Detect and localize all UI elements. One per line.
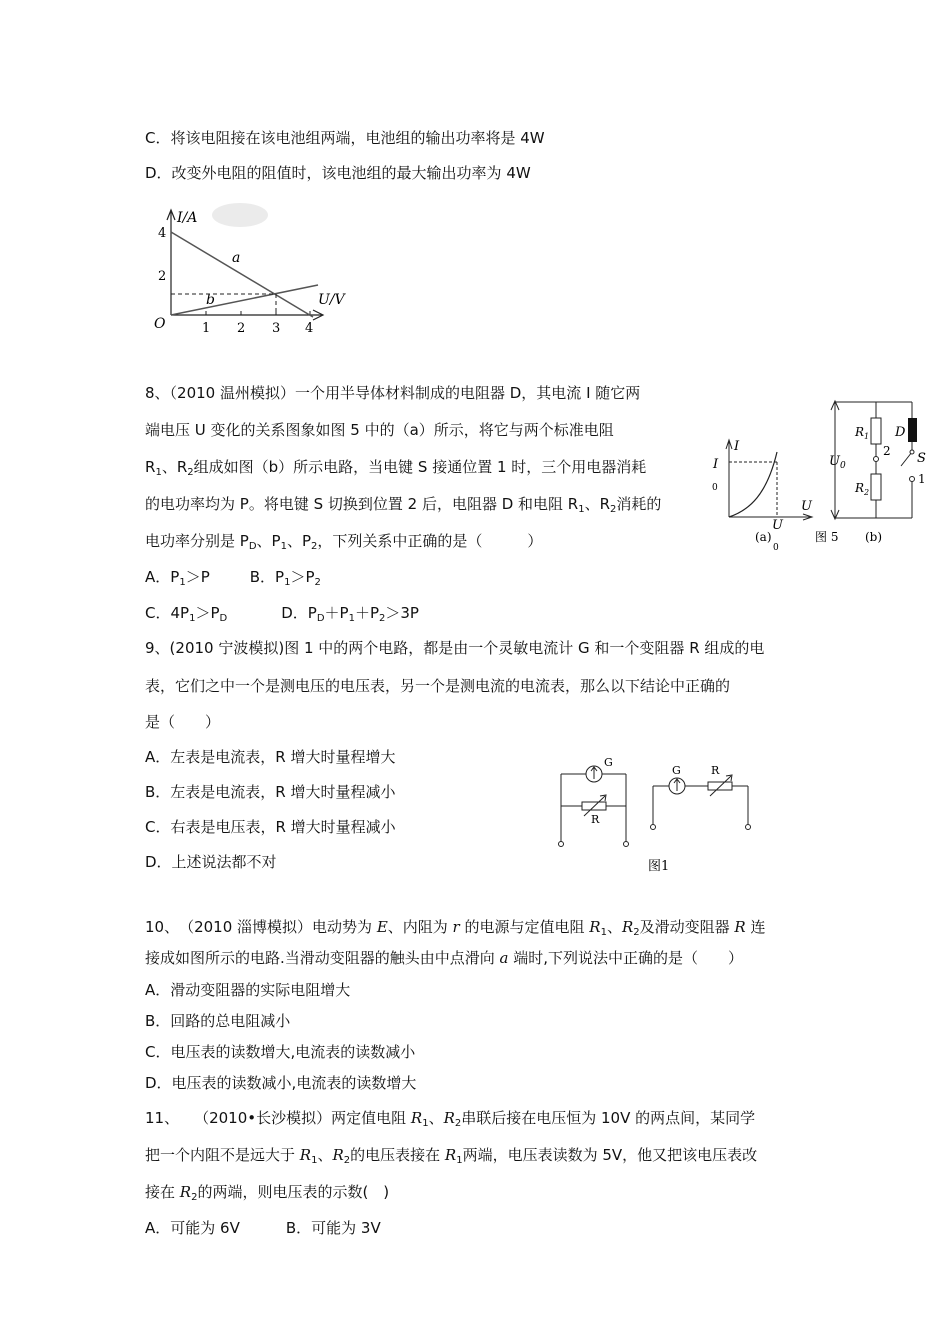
fig-b-r2: [871, 474, 881, 500]
q11-line-2: 把一个内阻不是远大于 $R_1$、$R_2$的电压表接在 $R_1$两端，电压表读数为 5V，他又把该电压表改: [145, 1146, 758, 1166]
q8-figure-5: [705, 392, 935, 557]
fig-a-i-label: I: [734, 439, 740, 454]
origin-label: O: [154, 316, 166, 332]
line-a-label: a: [232, 250, 241, 266]
q7-option-d: D．改变外电阻的阻值时，该电池组的最大输出功率为 4W: [145, 164, 531, 182]
q7-option-c: C．将该电阻接在该电池组两端，电池组的输出功率将是 4W: [145, 129, 545, 147]
fig-b-s-label: S: [917, 451, 926, 466]
right-g-label: G: [672, 764, 681, 777]
q9-option-d: D．上述说法都不对: [145, 853, 277, 871]
q8-line-2: 端电压 U 变化的关系图象如图 5 中的（a）所示，将它与两个标准电阻: [145, 421, 614, 439]
q9-line-1: 9、(2010 宁波模拟)图 1 中的两个电路，都是由一个灵敏电流计 G 和一个变阻器 R 组成的电: [145, 639, 765, 657]
q10-option-b: B．回路的总电阻减小: [145, 1012, 291, 1030]
q8-line-4: 的电功率均为 P。将电键 S 切换到位置 2 后，电阻器 D 和电阻 $R_1$、$R_2$消耗的: [145, 495, 662, 515]
y-axis-label: I/A: [177, 210, 198, 226]
q11-option-b: B．可能为 3V: [285, 1219, 381, 1237]
q8-option-d: D．$P_D+P_1+P_2>3P$: [281, 604, 419, 624]
q8-line-5: 电功率分别是 $P_D$、$P_1$、$P_2$，下列关系中正确的是（ ）: [145, 532, 543, 552]
x-tick-1: 1: [202, 321, 211, 336]
line-a: [171, 232, 313, 317]
q8-options-cd: [145, 603, 419, 623]
figure-1-caption: 图1: [648, 859, 670, 874]
q9-line-3: 是（ ）: [145, 713, 221, 731]
x-axis-label: U/V: [318, 292, 345, 308]
fig-b-r1-label: $R_1$: [855, 425, 870, 441]
watermark: [212, 203, 268, 227]
q11-options-ab: [145, 1218, 381, 1238]
q8-line-1: 8、（2010 温州模拟）一个用半导体材料制成的电阻器 D，其电流 I 随它两: [145, 384, 641, 402]
q8-line-3: $R_1$、$R_2$组成如图（b）所示电路，当电键 S 接通位置 1 时，三个用电器消耗: [145, 458, 647, 478]
fig-a-caption: (a): [755, 530, 772, 544]
fig-b-r1: [871, 418, 881, 444]
q9-option-a: A．左表是电流表，R 增大时量程增大: [145, 748, 396, 766]
q11-option-a: A．可能为 6V: [145, 1219, 240, 1237]
q8-options-ab: [145, 567, 321, 587]
q9-line-2: 表，它们之中一个是测电压的电压表，另一个是测电流的电流表，那么以下结论中正确的: [145, 677, 731, 695]
q10-option-a: A．滑动变阻器的实际电阻增大: [145, 981, 351, 999]
q9-option-c: C．右表是电压表，R 增大时量程减小: [145, 818, 396, 836]
fig-b-caption: (b): [865, 530, 883, 544]
q8-option-a: A．$P_1>P$: [145, 568, 210, 588]
x-tick-4: 4: [305, 321, 314, 336]
fig-a-u0-sub: 0: [773, 543, 779, 553]
fig-b-u0: $U_0$: [829, 454, 846, 471]
q11-line-3: 接在 $R_2$的两端，则电压表的示数( ): [145, 1183, 390, 1203]
fig-b-d-label: D: [895, 425, 906, 440]
left-r-label: R: [591, 813, 600, 826]
q10-line-2: 接成如图所示的电路.当滑动变阻器的触头由中点滑向 a 端时,下列说法中正确的是（ ）: [145, 949, 744, 967]
fig-b-diode: [908, 418, 917, 442]
line-b-label: b: [206, 292, 215, 308]
q7-iu-graph: [150, 200, 360, 340]
right-r-label: R: [711, 764, 720, 777]
fig-b-pos-1: 1: [918, 472, 926, 486]
fig-a-u-label: U: [801, 499, 812, 514]
fig-a-i0-sub: 0: [712, 483, 718, 493]
x-tick-2: 2: [237, 321, 246, 336]
q8-option-b: B．$P_1>P_2$: [249, 568, 321, 588]
q9-option-b: B．左表是电流表，R 增大时量程减小: [145, 783, 396, 801]
left-g-label: G: [604, 756, 613, 769]
q8-option-c: C．$4P_1>P_D$: [145, 604, 228, 624]
fig-a-u0: U: [772, 518, 783, 533]
fig-5-label: 图 5: [815, 530, 839, 544]
fig-a-i0: I: [713, 457, 719, 472]
line-b: [171, 285, 318, 315]
x-tick-3: 3: [272, 321, 281, 336]
y-tick-2: 2: [158, 269, 167, 284]
q10-option-c: C．电压表的读数增大,电流表的读数减小: [145, 1043, 416, 1061]
fig-b-r2-label: $R_2$: [855, 481, 870, 497]
q11-line-1: 11、 （2010•长沙模拟）两定值电阻 $R_1$、$R_2$串联后接在电压恒为 10V 的两点间，某同学: [145, 1109, 756, 1129]
y-tick-4: 4: [158, 226, 167, 241]
q9-figure-1: [550, 752, 765, 877]
fig-b-pos-2: 2: [883, 444, 891, 458]
q10-line-1: 10、 （2010 淄博模拟）电动势为 E、内阻为 r 的电源与定值电阻 $R_1$、$R_2$及滑动变阻器 R 连: [145, 918, 766, 938]
q10-option-d: D．电压表的读数减小,电流表的读数增大: [145, 1074, 417, 1092]
